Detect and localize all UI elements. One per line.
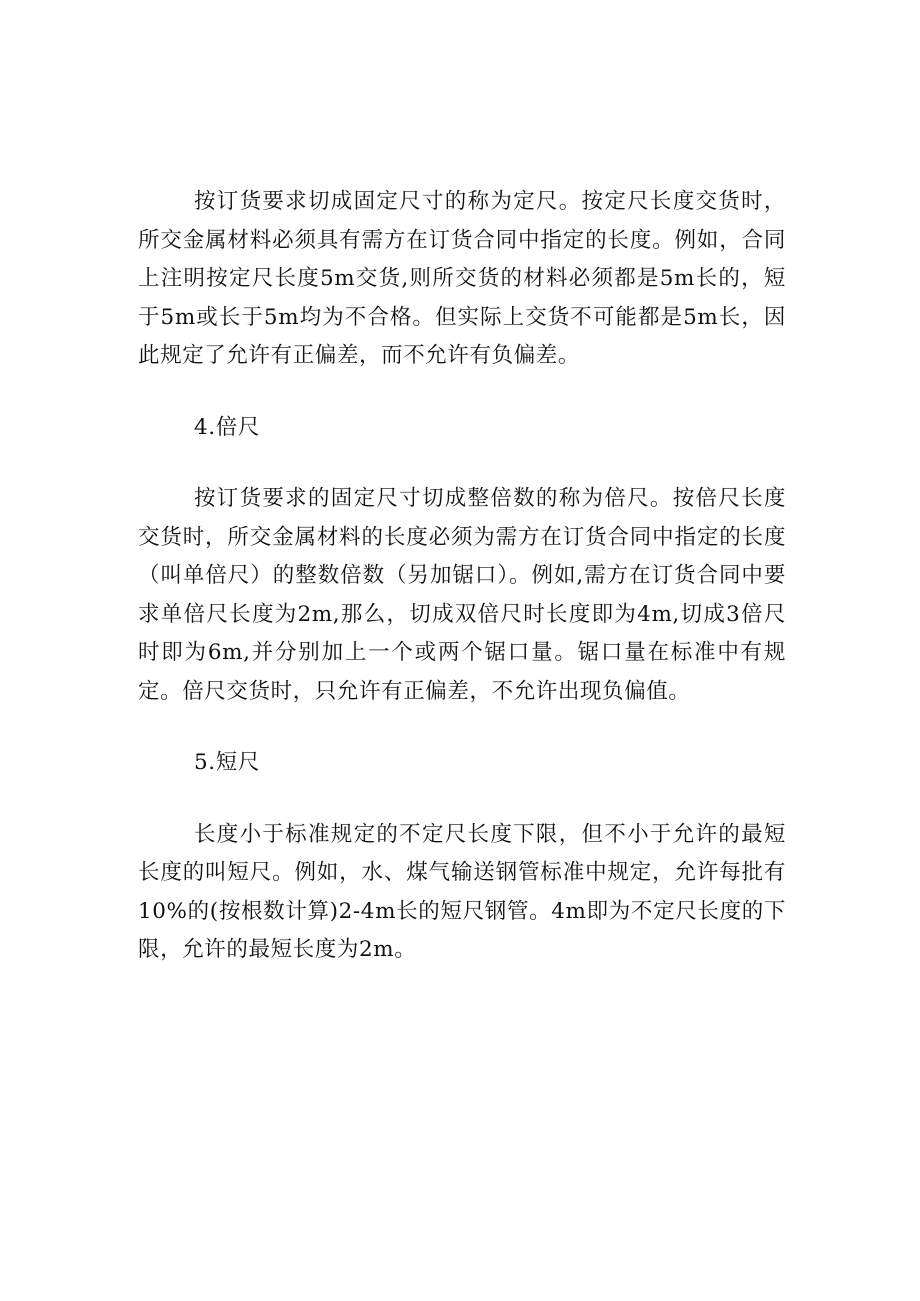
spacer (138, 783, 786, 816)
spacer (138, 447, 786, 480)
section-heading-multiple-length: 4.倍尺 (194, 414, 260, 440)
paragraph-multiple-length: 按订货要求的固定尺寸切成整倍数的称为倍尺。按倍尺长度交货时，所交金属材料的长度必须为需方在订货合同中指定的长度（叫单倍尺）的整数倍数（另加锯口）。例如,需方在订货合同中要求单倍尺长度为2m,那么，切成双倍尺时长度即为4m,切成3倍尺时即为6m,并分别加上一个或两个锯口量。锯口量在标准中有规定。倍尺交货时，只允许有正偏差，不允许出现负偏值。 (138, 486, 786, 704)
section-heading-short-length: 5.短尺 (194, 750, 260, 775)
spacer (138, 376, 786, 409)
paragraph-fixed-length: 按订货要求切成固定尺寸的称为定尺。按定尺长度交货时，所交金属材料必须具有需方在订货合同中指定的长度。例如，合同上注明按定尺长度5m交货,则所交货的材料必须都是5m长的，短于5m或长于5m均为不合格。但实际上交货不可能都是5m长，因此规定了允许有正偏差，而不允许有负偏差。 (138, 189, 786, 368)
paragraph-short-length: 长度小于标准规定的不定尺长度下限，但不小于允许的最短长度的叫短尺。例如，水、煤气输送钢管标准中规定，允许每批有10%的(按根数计算)2-4m长的短尺钢管。4m即为不定尺长度的下限，允许的最短长度为2m。 (138, 821, 786, 962)
document-page (138, 183, 786, 970)
spacer (138, 711, 786, 744)
